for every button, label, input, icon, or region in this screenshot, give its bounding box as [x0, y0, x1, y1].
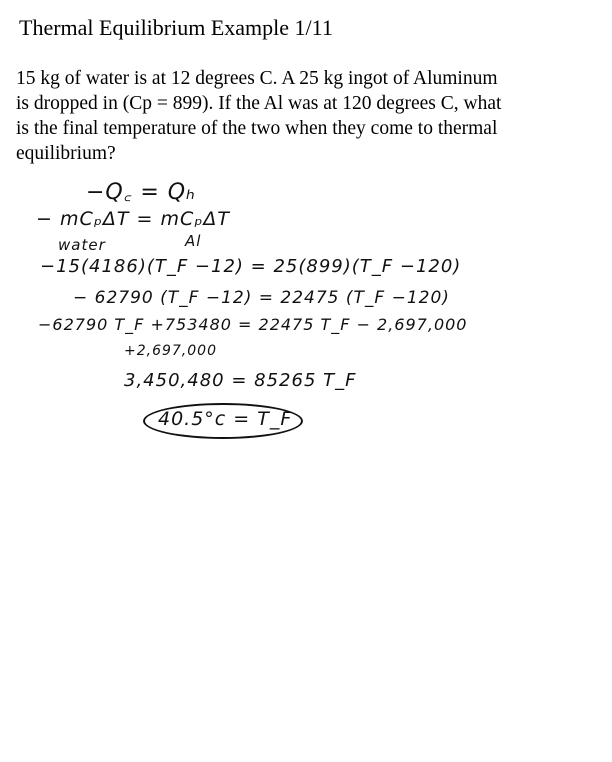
problem-line: is dropped in (Cp = 899). If the Al was at 120 degrees C, what	[16, 93, 502, 114]
solution-heat-balance: −Q꜀ = Qₕ	[86, 180, 196, 205]
page-title: Thermal Equilibrium Example 1/11	[19, 15, 333, 40]
solution-expanded: −62790 T_F +753480 = 22475 T_F − 2,697,000	[38, 315, 468, 334]
problem-line: 15 kg of water is at 12 degrees C. A 25 kg ingot of Aluminum	[16, 68, 498, 89]
solution-label-water: water	[58, 236, 106, 254]
solution-combined: 3,450,480 = 85265 T_F	[124, 370, 357, 391]
solution-add-constant: +2,697,000	[124, 343, 217, 359]
problem-line: equilibrium?	[16, 143, 116, 164]
solution-final-answer: 40.5°c = T_F	[158, 408, 293, 430]
solution-substitution: −15(4186)(T_F −12) = 25(899)(T_F −120)	[40, 256, 462, 277]
solution-simplified: − 62790 (T_F −12) = 22475 (T_F −120)	[73, 288, 450, 308]
solution-label-al: Al	[185, 232, 202, 250]
solution-mcdt-equation: − mCₚΔT = mCₚΔT	[36, 208, 230, 230]
problem-statement	[16, 66, 602, 166]
problem-line: is the final temperature of the two when they come to thermal	[16, 118, 498, 139]
